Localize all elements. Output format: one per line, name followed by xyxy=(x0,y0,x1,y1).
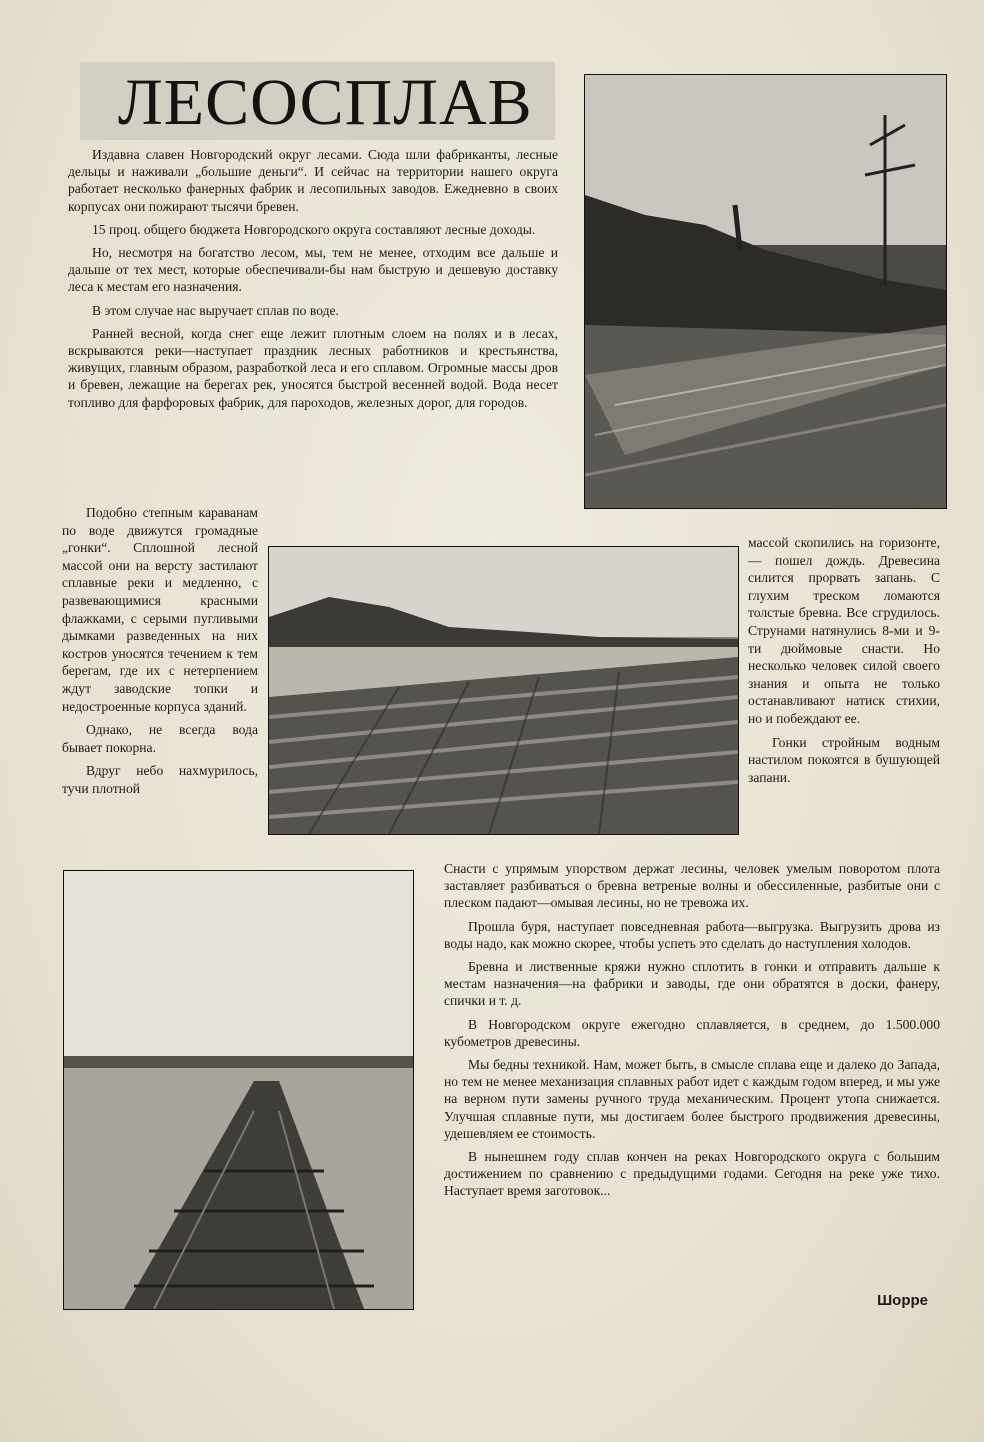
paragraph: Издавна славен Новгородский округ лесами. Сюда шли фабриканты, лесные дельцы и наживали „большие деньги“. И сейчас на территории нашего округа работает несколько фанерных фабрик и лесопильных заводов. Ежедневно в своих корпусах они пожирают тысячи бревен. xyxy=(68,147,558,214)
paragraph: Подобно степным караванам по воде движутся громадные „гонки“. Сплошной лесной массой они на версту застилают сплавные реки и медленно, с развевающимися красными флажками, с серыми пугливыми дымками разведенных на них костров уносятся течением к тем берегам, где их с нетерпением ждут заводские топки и недостроенные корпуса зданий. xyxy=(62,505,258,714)
paragraph: В нынешнем году сплав кончен на реках Новгородского округа с большим достижением по сравнению с предыдущими годами. Сегодня на реке уже тихо. Наступает время заготовок... xyxy=(444,1149,940,1199)
paragraph: Гонки стройным водным настилом покоятся в бушующей запани. xyxy=(748,734,940,785)
paragraph: Ранней весной, когда снег еще лежит плотным слоем на полях и в лесах, вскрываются реки—наступает праздник лесных работников и крестьянства, живущих, главным образом, разработкой леса и его сплавом. Огромные массы дров и бревен, лежащие на берегах рек, уносятся быстрой весенней водой. Вода несет топливо для фарфоровых фабрик, для пароходов, железных дорог, для городов. xyxy=(68,325,558,410)
article-column-bottom xyxy=(444,860,940,1206)
paragraph: массой скопились на горизонте, — пошел дождь. Древесина силится прорвать запань. С глухим треском ломаются толстые бревна. Все сгрудилось. Струнами натянулись 8-ми и 9-ти дюймовые снасти. Но несколько человек силой своего знания и опыта не только останавливают натиск стихии, но и побеждают ее. xyxy=(748,535,940,726)
paragraph: 15 проц. общего бюджета Новгородского округа составляют лесные доходы. xyxy=(92,221,536,237)
paragraph: Снасти с упрямым упорством держат лесины, человек умелым поворотом плота заставляет разбиваться о бревна ветреные волны и обессиленные, разбитые они с плеском падают—омывая лесины, но не тревожа их. xyxy=(444,861,940,911)
paragraph: Вдруг небо нахмурилось, тучи плотной xyxy=(62,763,258,796)
paragraph: В этом случае нас выручает сплав по воде. xyxy=(92,302,339,318)
article-column-right xyxy=(748,534,940,792)
author-signature: Шорре xyxy=(877,1292,928,1309)
photo-riverbank-logs xyxy=(584,74,947,509)
article-column-top xyxy=(68,146,558,417)
paragraph: Бревна и лиственные кряжи нужно сплотить в гонки и отправить дальше к местам назначения—на фабрики и заводы, где они обратятся в доски, фанеру, спички и т. д. xyxy=(444,959,940,1009)
paragraph: Однако, не всегда вода бывает покорна. xyxy=(62,722,258,755)
page-title: ЛЕСОСПЛАВ xyxy=(118,66,533,139)
paragraph: Но, несмотря на богатство лесом, мы, тем не менее, отходим все дальше и дальше от тех мест, которые обеспечивали-бы нам быструю и дешевую доставку леса к местам его назначения. xyxy=(68,245,558,295)
photo-raft-lake xyxy=(63,870,414,1310)
paragraph: В Новгородском округе ежегодно сплавляется, в среднем, до 1.500.000 кубометров древесины. xyxy=(444,1016,940,1049)
paragraph: Прошла буря, наступает повседневная работа—выгрузка. Выгрузить дрова из воды надо, как можно скорее, чтобы успеть это сделать до наступления холодов. xyxy=(444,918,940,951)
paragraph: Мы бедны техникой. Нам, может быть, в смысле сплава еще и далеко до Запада, но тем не менее механизация сплавных работ идет с каждым годом вперед, и мы уже на верном пути замены ручного труда механическим. Процент утопа снижается. Улучшая сплавные пути, мы достигаем более быстрого продвижения древесины, удешевляем ее стоимость. xyxy=(444,1057,940,1141)
article-column-left xyxy=(62,504,258,804)
photo-log-rafts-river xyxy=(268,546,739,835)
